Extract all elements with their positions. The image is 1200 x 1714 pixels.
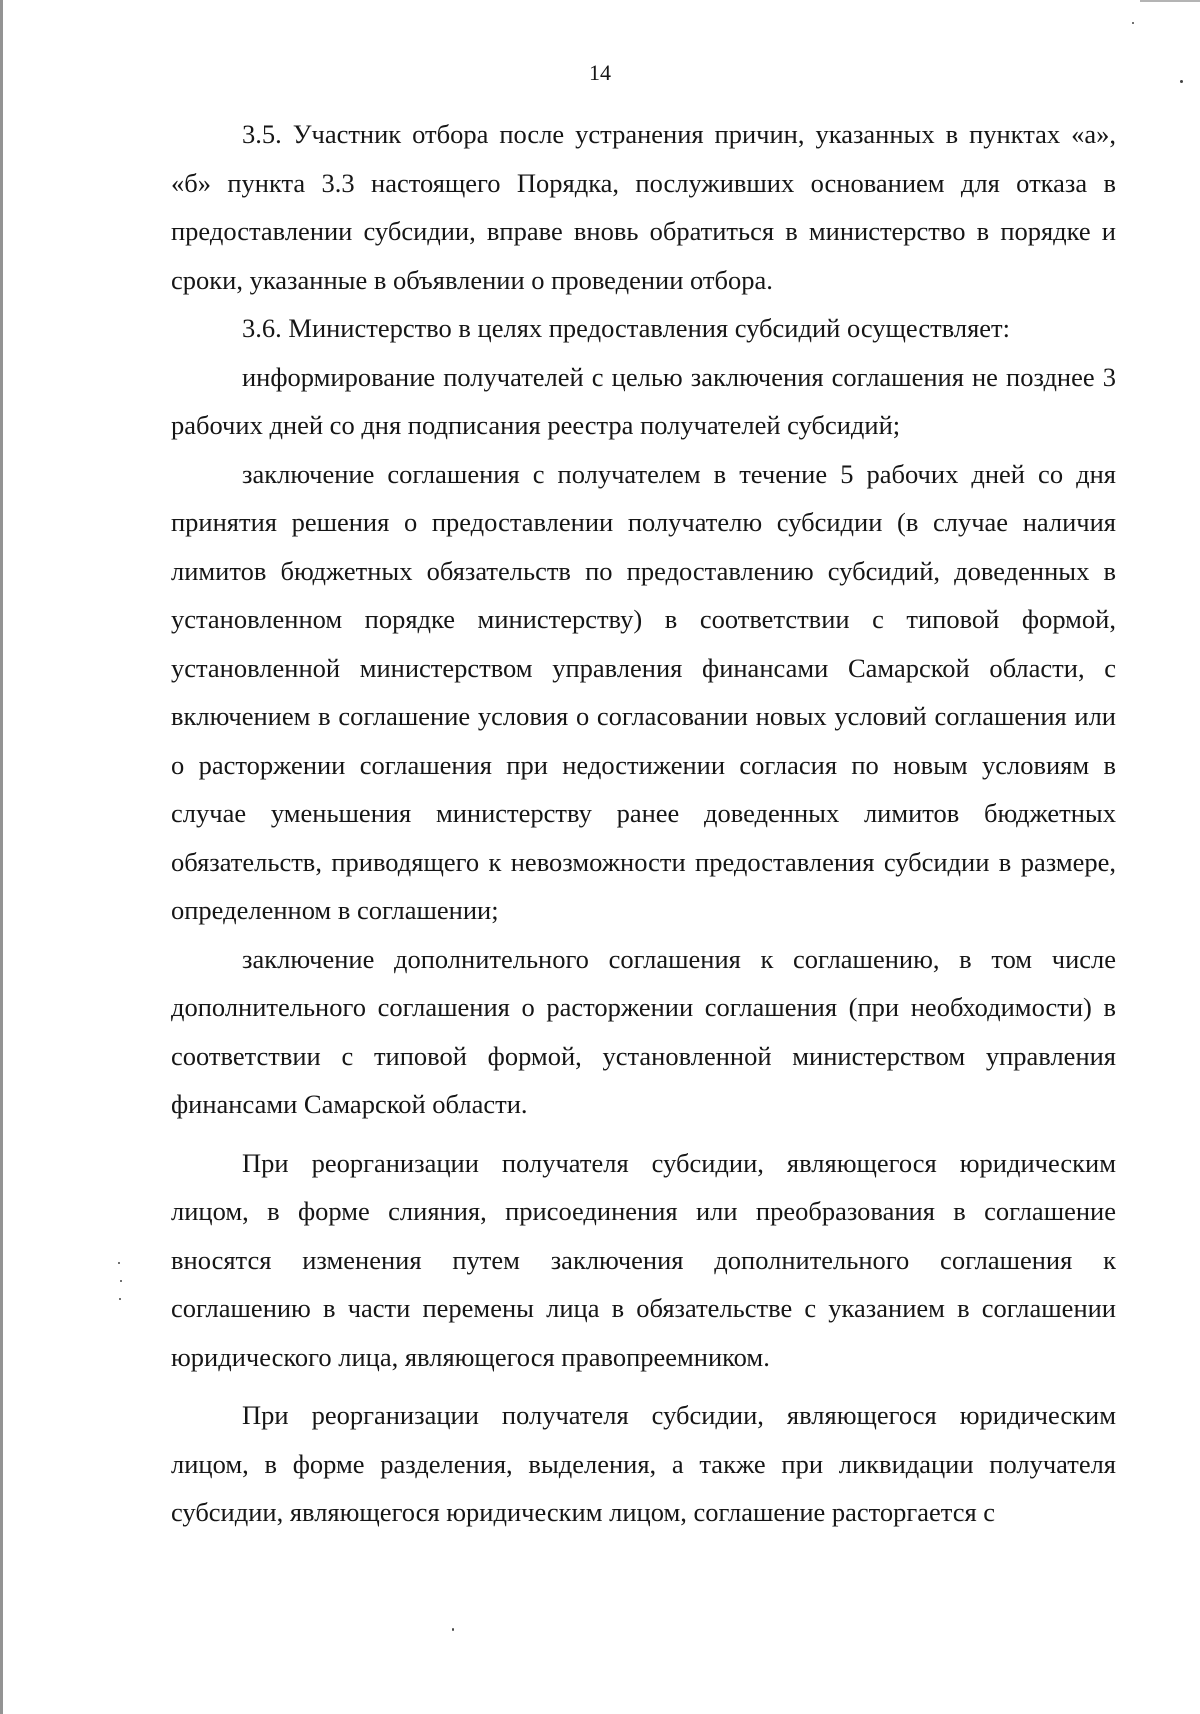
scan-speck: [452, 1628, 454, 1631]
scan-speck: [1180, 80, 1183, 83]
scan-speck: [1132, 22, 1134, 24]
paragraph-3-6: 3.6. Министерство в целях предоставления субсидий осуществляет:: [242, 313, 1010, 343]
scan-edge-top: [1140, 0, 1200, 2]
body-text: [171, 110, 1116, 1537]
paragraph-additional-agreement: заключение дополнительного соглашения к соглашению, в том числе дополнительного соглашения о расторжении соглашения (при необходимости) в соответствии с типовой формой, установленной министерством управления финансами Самарской области.: [171, 943, 1116, 1119]
page-number: 14: [589, 60, 611, 85]
scan-speck: [118, 1262, 120, 1264]
paragraph-reorganization-division: При реорганизации получателя субсидии, являющегося юридическим лицом, в форме разделения, выделения, а также при ликвидации получателя субсидии, являющегося юридическим лицом, соглашение расторгается с: [171, 1400, 1116, 1527]
scan-speck: [120, 1280, 122, 1282]
scan-speck: [119, 1298, 121, 1300]
paragraph-agreement: заключение соглашения с получателем в течение 5 рабочих дней со дня принятия решения о предоставлении получателю субсидии (в случае наличия лимитов бюджетных обязательств по предоставлению субсидий, доведенных в установленном порядке министерству) в соответствии с типовой формой, установленной министерством управления финансами Самарской области, с включением в соглашение условия о согласовании новых условий соглашения или о расторжении соглашения при недостижении согласия по новым условиям в случае уменьшения министерству ранее доведенных лимитов бюджетных обязательств, приводящего к невозможности предоставления субсидии в размере, определенном в соглашении;: [171, 458, 1116, 925]
scan-edge-left: [0, 0, 3, 1714]
paragraph-3-5: 3.5. Участник отбора после устранения причин, указанных в пунктах «а», «б» пункта 3.3 настоящего Порядка, послуживших основанием для отказа в предоставлении субсидии, вправе вновь обратиться в министерство в порядке и сроки, указанные в объявлении о проведении отбора.: [171, 119, 1116, 295]
paragraph-informing: информирование получателей с целью заключения соглашения не позднее 3 рабочих дней со дня подписания реестра получателей субсидий;: [171, 361, 1116, 440]
paragraph-reorganization-merger: При реорганизации получателя субсидии, являющегося юридическим лицом, в форме слияния, присоединения или преобразования в соглашение вносятся изменения путем заключения дополнительного соглашения к соглашению в части перемены лица в обязательстве с указанием в соглашении юридического лица, являющегося правопреемником.: [171, 1147, 1116, 1372]
